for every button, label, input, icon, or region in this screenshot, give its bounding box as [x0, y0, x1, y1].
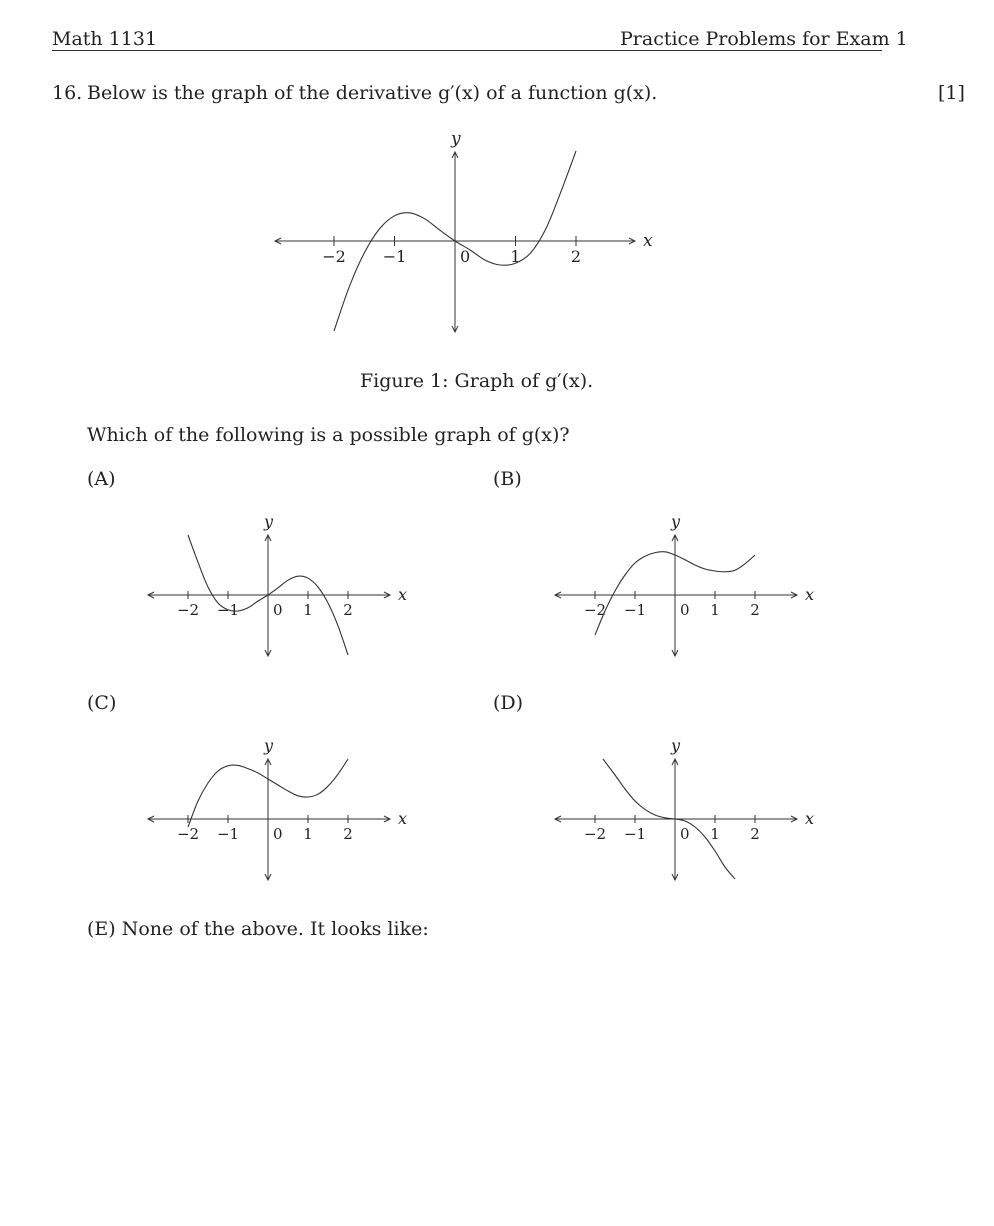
- x-tick-label: −1: [623, 601, 647, 619]
- x-tick-label: 2: [343, 601, 353, 619]
- x-tick-label: 2: [343, 825, 353, 843]
- question-number: 16.: [52, 82, 83, 104]
- question-marks: [1]: [938, 82, 965, 104]
- x-tick-label: 0: [273, 825, 283, 843]
- x-tick-label: −2: [583, 825, 607, 843]
- x-tick-label: −2: [176, 601, 200, 619]
- option-b-label[interactable]: (B): [493, 468, 522, 490]
- x-tick-label: 2: [570, 247, 582, 266]
- x-tick-label: 1: [710, 825, 720, 843]
- option-d-label[interactable]: (D): [493, 692, 524, 714]
- x-tick-label: 1: [510, 247, 521, 266]
- x-tick-label: 0: [680, 825, 690, 843]
- x-tick-label: 1: [303, 825, 313, 843]
- x-tick-label: 2: [750, 601, 760, 619]
- x-tick-label: −1: [216, 825, 240, 843]
- x-tick-label: −2: [583, 601, 607, 619]
- x-tick-label: 0: [273, 601, 283, 619]
- figure-caption: Figure 1: Graph of g′(x).: [360, 370, 594, 392]
- option-a-label[interactable]: (A): [87, 468, 116, 490]
- question-prompt: Below is the graph of the derivative g′(x) of a function g(x).: [87, 82, 658, 104]
- x-tick-label: 1: [710, 601, 720, 619]
- option-e-text[interactable]: (E) None of the above. It looks like:: [87, 918, 429, 940]
- x-tick-label: 1: [303, 601, 313, 619]
- x-tick-label: 2: [750, 825, 760, 843]
- y-axis-label: y: [671, 736, 681, 755]
- course-code: Math 1131: [52, 28, 158, 50]
- x-axis-label: x: [398, 585, 408, 604]
- option-c-label[interactable]: (C): [87, 692, 117, 714]
- y-axis-label: y: [264, 512, 274, 531]
- x-axis-label: x: [805, 585, 815, 604]
- y-axis-label: y: [264, 736, 274, 755]
- x-tick-label: −2: [322, 247, 346, 266]
- x-tick-label: −1: [382, 247, 407, 266]
- x-tick-label: −2: [176, 825, 200, 843]
- x-axis-label: x: [805, 809, 815, 828]
- x-tick-label: 0: [680, 601, 690, 619]
- y-axis-label: y: [451, 129, 461, 149]
- x-tick-label: −1: [623, 825, 647, 843]
- question-ask: Which of the following is a possible graph of g(x)?: [87, 424, 570, 446]
- y-axis-label: y: [671, 512, 681, 531]
- exam-title: Practice Problems for Exam 1: [620, 28, 908, 50]
- x-tick-label: −1: [216, 601, 240, 619]
- x-tick-label: 0: [460, 247, 471, 266]
- x-axis-label: x: [643, 231, 653, 251]
- x-axis-label: x: [398, 809, 408, 828]
